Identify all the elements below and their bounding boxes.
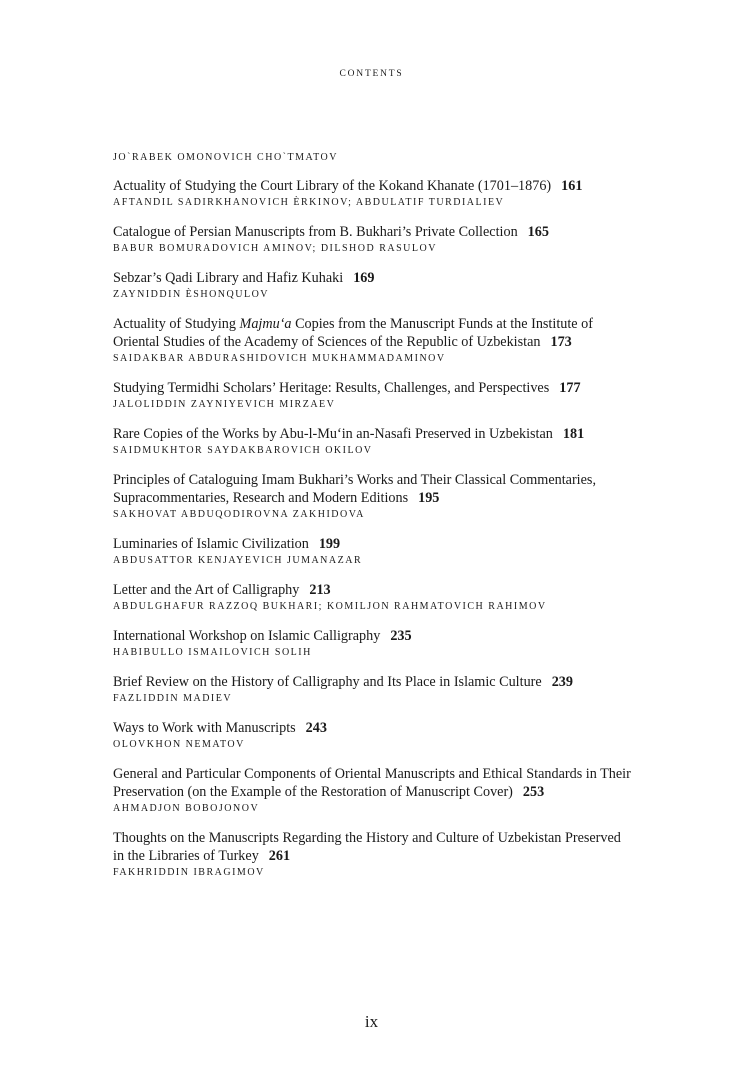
entry-author: ABDULGHAFUR RAZZOQ BUKHARI; KOMILJON RAHMATOVICH RAHIMOV [113, 601, 547, 612]
entry-author: AFTANDIL SADIRKHANOVICH ÈRKINOV; ABDULATIF TURDIALIEV [113, 197, 505, 208]
entry-title: Sebzar’s Qadi Library and Hafiz Kuhaki [113, 270, 344, 286]
entry-title: Catalogue of Persian Manuscripts from B. Bukhari’s Private Collection [113, 224, 518, 240]
entry-author: SAIDAKBAR ABDURASHIDOVICH MUKHAMMADAMINOV [113, 353, 446, 364]
contents-entry [113, 269, 633, 302]
entry-author: ZAYNIDDIN ÈSHONQULOV [113, 289, 270, 300]
entry-page-number: 253 [522, 784, 545, 800]
entry-title-line [113, 765, 633, 801]
contents-entry [113, 177, 633, 210]
entry-title: Ways to Work with Manuscripts [113, 720, 296, 736]
contents-entry [113, 425, 633, 458]
contents-entry [113, 673, 633, 706]
entry-author: SAKHOVAT ABDUQODIROVNA ZAKHIDOVA [113, 509, 365, 520]
entry-title-line [113, 829, 633, 865]
entry-page-number: 173 [550, 334, 572, 350]
contents-list [113, 177, 633, 893]
entry-title: Letter and the Art of Calligraphy [113, 582, 300, 598]
entry-author: JALOLIDDIN ZAYNIYEVICH MIRZAEV [113, 399, 336, 410]
entry-page-number: 169 [353, 270, 375, 286]
entry-title: Copies from the Manuscript Funds at the Institute of Oriental Studies of the Academy of Sciences of the Republic of Uzbekistan [113, 316, 593, 350]
contents-entry [113, 581, 633, 614]
entry-author: ABDUSATTOR KENJAYEVICH JUMANAZAR [113, 555, 363, 566]
contents-entry [113, 315, 633, 366]
entry-title: International Workshop on Islamic Calligraphy [113, 628, 381, 644]
entry-title-line [113, 471, 633, 507]
entry-title-line [113, 719, 633, 737]
entry-author: FAZLIDDIN MADIEV [113, 693, 233, 704]
contents-entry [113, 471, 633, 522]
contents-entry [113, 627, 633, 660]
entry-title: Studying Termidhi Scholars’ Heritage: Results, Challenges, and Perspectives [113, 380, 550, 396]
entry-page-number: 243 [305, 720, 327, 736]
entry-page-number: 181 [562, 426, 585, 442]
contents-entry [113, 719, 633, 752]
entry-page-number: 199 [318, 536, 341, 552]
entry-title: Actuality of Studying the Court Library of the Kokand Khanate (1701–1876) [113, 178, 552, 194]
entry-page-number: 261 [268, 848, 291, 864]
entry-page-number: 161 [561, 178, 583, 194]
entry-page-number: 239 [551, 674, 573, 690]
contents-entry [113, 379, 633, 412]
entry-author: SAIDMUKHTOR SAYDAKBAROVICH OKILOV [113, 445, 373, 456]
entry-page-number: 235 [390, 628, 412, 644]
entry-title: General and Particular Components of Oriental Manuscripts and Ethical Standards in Their Preservation (on the Example of the Restoration of Manuscript Cover) [113, 766, 631, 800]
page-folio: ix [364, 1012, 379, 1031]
entry-title-line [113, 673, 633, 691]
contents-entry [113, 829, 633, 880]
entry-title-line [113, 535, 633, 553]
entry-title-line [113, 581, 633, 599]
entry-title-line [113, 315, 633, 351]
entry-title: Actuality of Studying [113, 316, 240, 332]
entry-author: JO`RABEK OMONOVICH CHO`TMATOV [113, 152, 338, 163]
entry-title-italic: Majmu‘a [239, 316, 292, 332]
entry-author: OLOVKHON NEMATOV [113, 739, 245, 750]
entry-author: HABIBULLO ISMAILOVICH SOLIH [113, 647, 312, 658]
running-head: CONTENTS [339, 69, 404, 79]
entry-page-number: 213 [309, 582, 331, 598]
entry-title-line [113, 425, 633, 443]
entry-title: Rare Copies of the Works by Abu-l-Mu‘in an-Nasafi Preserved in Uzbekistan [113, 426, 553, 442]
entry-author: BABUR BOMURADOVICH AMINOV; DILSHOD RASULOV [113, 243, 437, 254]
entry-page-number: 165 [527, 224, 549, 240]
entry-title-line [113, 269, 633, 287]
entry-title-line [113, 177, 633, 195]
contents-entry [113, 765, 633, 816]
entry-page-number: 195 [418, 490, 440, 506]
entry-author: AHMADJON BOBOJONOV [113, 803, 260, 814]
entry-title-line [113, 627, 633, 645]
contents-entry [113, 223, 633, 256]
entry-title-line [113, 223, 633, 241]
contents-entry [113, 535, 633, 568]
entry-author: FAKHRIDDIN IBRAGIMOV [113, 867, 265, 878]
entry-page-number: 177 [559, 380, 581, 396]
entry-title: Luminaries of Islamic Civilization [113, 536, 309, 552]
entry-title: Brief Review on the History of Calligraphy and Its Place in Islamic Culture [113, 674, 542, 690]
entry-title-line [113, 379, 633, 397]
entry-title: Principles of Cataloguing Imam Bukhari’s Works and Their Classical Commentaries, Supracommentaries, Research and Modern Editions [113, 472, 596, 506]
entry-title: Thoughts on the Manuscripts Regarding the History and Culture of Uzbekistan Preserved in the Libraries of Turkey [113, 830, 621, 864]
